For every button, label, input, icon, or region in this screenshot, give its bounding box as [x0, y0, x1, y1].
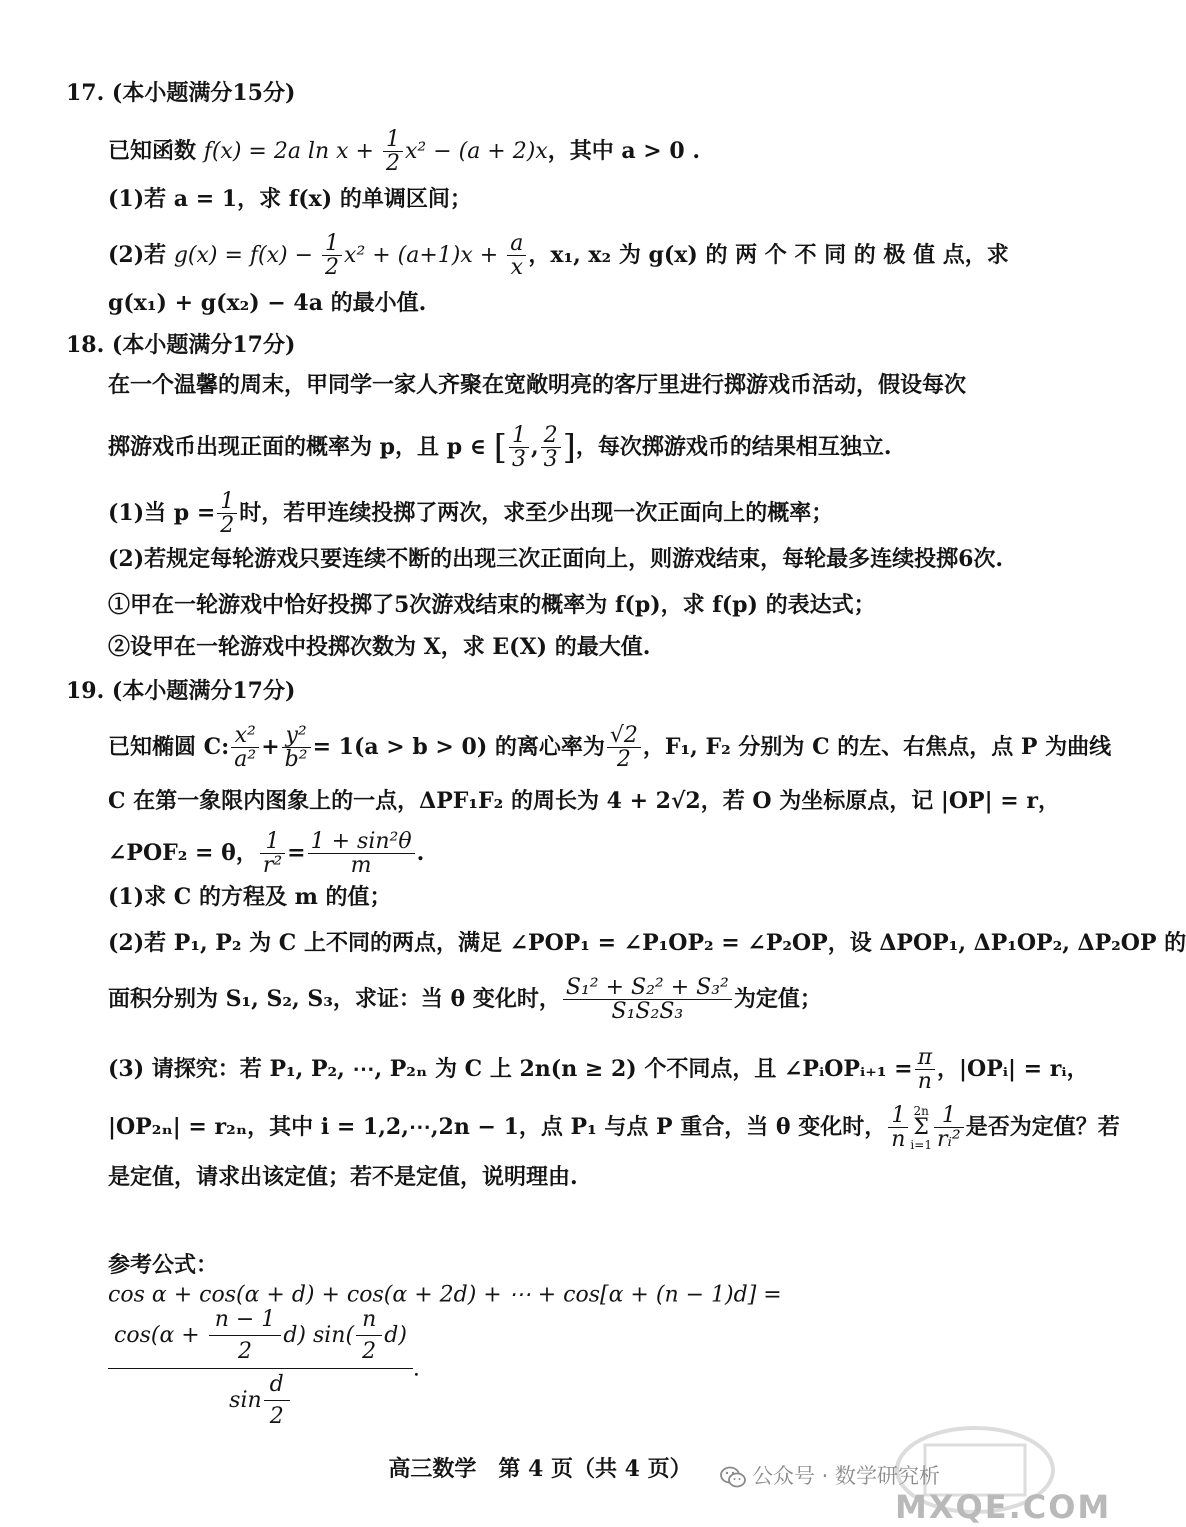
q18-part1: (1)当 p = $\frac{1}{2}$ 时，若甲连续投掷了两次，求至少出现一次正面向上的概率；: [108, 489, 834, 539]
q17-heading: 17. (本小题满分15分): [66, 80, 296, 106]
q19-part3-line2: |OP₂ₙ| = r₂ₙ，其中 i = 1,2,⋯,2n − 1，点 P₁ 与点 P 重合，当 θ 变化时， $\frac{1}{n}$ 2n Σ i=1 $\frac{1}{\text{rᵢ²}}$ 是否为定值？若: [108, 1103, 1120, 1153]
fraction: $\frac{\text{1 + sin²θ}}{m}$: [308, 830, 415, 878]
q18-line1: 在一个温馨的周末，甲同学一家人齐聚在宽敞明亮的客厅里进行掷游戏币活动，假设每次: [108, 372, 967, 398]
watermark: 公众号 · 数学研究析: [720, 1460, 940, 1490]
big-fraction: cos(α + $\frac{n - 1}{2}$ d) sin( $\frac{n}{2}$ d) sin $\frac{d}{2}$: [108, 1308, 413, 1430]
q19-heading: 19. (本小题满分17分): [66, 678, 296, 704]
fraction: $\frac{1}{\text{r²}}$: [260, 830, 285, 878]
q17-intro: 已知函数 f(x) = 2a ln x + $\frac{1}{2}$ x² − (a + 2)x，其中 a > 0 .: [108, 127, 701, 177]
fraction: $\frac{\text{S₁² + S₂² + S₃²}}{\text{S₁S₂S₃}}$: [563, 976, 732, 1024]
fraction: $\frac{1}{n}$: [888, 1104, 908, 1152]
q18-heading: 18. (本小题满分17分): [66, 332, 296, 358]
fraction: $\frac{√2}{2}$: [607, 724, 641, 772]
q18-part2-ii: ②设甲在一轮游戏中投掷次数为 X，求 E(X) 的最大值.: [108, 634, 651, 660]
fraction: $\frac{\text{y²}}{\text{b²}}$: [282, 724, 311, 772]
summation: 2n Σ i=1: [910, 1104, 932, 1153]
fraction: $\frac{1}{3}$: [509, 424, 529, 472]
q18-part2-i: ①甲在一轮游戏中恰好投掷了5次游戏结束的概率为 f(p)，求 f(p) 的表达式；: [108, 592, 876, 618]
q19-part3-line3: 是定值，请求出该定值；若不是定值，说明理由.: [108, 1164, 578, 1190]
reference-formula: cos α + cos(α + d) + cos(α + 2d) + ⋯ + cos[α + (n − 1)d] = cos(α + $\frac{n - 1}{2}$ d) sin( $\frac{n}{2}$ d) sin $\frac{d}{2}$ .: [108, 1282, 782, 1429]
fraction: $\frac{1}{\text{rᵢ²}}$: [934, 1104, 964, 1152]
q18-line2: 掷游戏币出现正面的概率为 p，且 p ∈ [ $\frac{1}{3}$ , $\frac{2}{3}$ ]，每次掷游戏币的结果相互独立.: [108, 423, 892, 473]
wechat-icon: [720, 1466, 746, 1488]
fraction: $\frac{\pi}{n}$: [915, 1046, 935, 1094]
q19-line3: ∠POF₂ = θ， $\frac{1}{\text{r²}}$ = $\frac{\text{1 + sin²θ}}{m}$ .: [108, 829, 425, 879]
fraction: $\frac{\text{x²}}{\text{a²}}$: [231, 724, 259, 772]
q19-line1: 已知椭圆 C: $\frac{\text{x²}}{\text{a²}}$ + $\frac{\text{y²}}{\text{b²}}$ = 1(a > b > 0) 的离心率为 $\frac{√2}{2}$ ，F₁, F₂ 分别为 C 的左、右焦点，点 P 为曲线: [108, 723, 1112, 773]
q17-part1: (1)若 a = 1，求 f(x) 的单调区间；: [108, 186, 472, 212]
q19-part2-line1: (2)若 P₁, P₂ 为 C 上不同的两点，满足 ∠POP₁ = ∠P₁OP₂ = ∠P₂OP，设 ΔPOP₁, ΔP₁OP₂, ΔP₂OP 的: [108, 930, 1186, 956]
q19-part2-line2: 面积分别为 S₁, S₂, S₃，求证：当 θ 变化时， $\frac{\text{S₁² + S₂² + S₃²}}{\text{S₁S₂S₃}}$ 为定值；: [108, 975, 822, 1025]
q19-part1: (1)求 C 的方程及 m 的值；: [108, 884, 392, 910]
fraction: $\frac{a}{x}$: [507, 232, 526, 280]
q17-part2-cont: g(x₁) + g(x₂) − 4a 的最小值.: [108, 290, 427, 316]
q17-part2: (2)若 g(x) = f(x) − $\frac{1}{2}$ x² + (a+1)x + $\frac{a}{x}$ ，x₁, x₂ 为 g(x) 的 两 个 不 同 的 极 值 点，求: [108, 231, 1009, 281]
q18-part2: (2)若规定每轮游戏只要连续不断的出现三次正面向上，则游戏结束，每轮最多连续投掷6次.: [108, 546, 1004, 572]
watermark-stamp: MXQE.COM: [895, 1488, 1112, 1526]
page-footer: 高三数学 第 4 页（共 4 页）: [388, 1456, 692, 1482]
reference-title: 参考公式：: [108, 1252, 219, 1278]
q19-part3-line1: (3) 请探究：若 P₁, P₂, ⋯, P₂ₙ 为 C 上 2n(n ≥ 2) 个不同点，且 ∠PᵢOPᵢ₊₁ = $\frac{\pi}{n}$ ，|OPᵢ| = rᵢ，: [108, 1045, 1089, 1095]
fraction: $\frac{1}{2}$: [383, 128, 403, 176]
fraction: $\frac{2}{3}$: [541, 424, 561, 472]
q19-line2: C 在第一象限内图象上的一点，ΔPF₁F₂ 的周长为 4 + 2√2，若 O 为坐标原点，记 |OP| = r，: [108, 788, 1060, 814]
fraction: $\frac{1}{2}$: [322, 232, 342, 280]
fraction: $\frac{1}{2}$: [217, 490, 237, 538]
